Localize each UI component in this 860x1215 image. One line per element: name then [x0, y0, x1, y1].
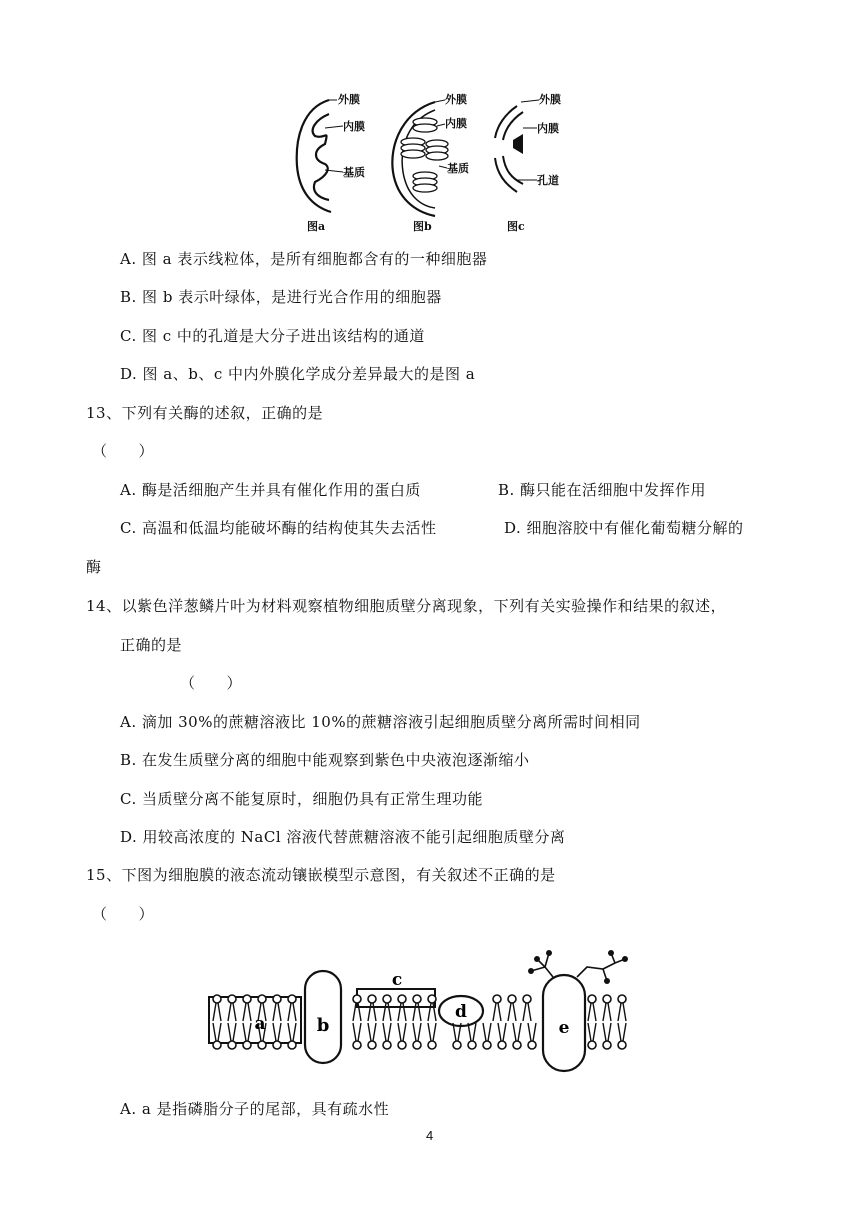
q12-option-a: A. 图 a 表示线粒体，是所有细胞都含有的一种细胞器	[120, 250, 488, 268]
label-a: a	[254, 1014, 266, 1034]
glycan-chains	[531, 953, 625, 981]
fig-b-label-inner: 内膜	[445, 117, 467, 130]
q13-option-b: B. 酶只能在活细胞中发挥作用	[498, 481, 707, 499]
fig-a-caption: 图a	[307, 220, 326, 233]
q12-option-d: D. 图 a、b、c 中内外膜化学成分差异最大的是图 a	[120, 365, 476, 383]
fig-b-label-outer: 外膜	[445, 93, 467, 106]
q13-stem: 13、下列有关酶的述叙，正确的是	[86, 404, 324, 422]
label-e: e	[558, 1018, 570, 1038]
fig-a-label-inner: 内膜	[343, 120, 365, 133]
figure-a	[297, 100, 331, 212]
lipid-bilayer-middle	[353, 995, 436, 1049]
grana	[401, 118, 448, 192]
q12-option-b: B. 图 b 表示叶绿体，是进行光合作用的细胞器	[120, 288, 442, 306]
page-number: 4	[426, 1128, 434, 1143]
q14-option-b: B. 在发生质壁分离的细胞中能观察到紫色中央液泡逐渐缩小	[120, 751, 530, 769]
fig-b-caption: 图b	[413, 220, 432, 233]
organelle-figure	[285, 88, 585, 236]
q14-answer-paren: （ ）	[180, 674, 243, 692]
q14-stem-line1: 14、以紫色洋葱鳞片叶为材料观察植物细胞质壁分离现象，下列有关实验操作和结果的叙述，	[86, 597, 727, 615]
pore-marker	[513, 134, 523, 154]
label-b: b	[316, 1015, 330, 1036]
q15-answer-paren: （ ）	[92, 905, 155, 923]
fig-c-label-outer: 外膜	[539, 93, 561, 106]
q13-answer-paren: （ ）	[92, 442, 155, 460]
fig-c-label-inner: 内膜	[537, 122, 559, 135]
q14-option-d: D. 用较高浓度的 NaCl 溶液代替蔗糖溶液不能引起细胞质壁分离	[120, 828, 566, 846]
q14-stem-line2: 正确的是	[120, 636, 183, 654]
q13-option-c: C. 高温和低温均能破坏酶的结构使其失去活性	[120, 519, 437, 537]
q12-option-c: C. 图 c 中的孔道是大分子进出该结构的通道	[120, 327, 425, 345]
q15-stem: 15、下图为细胞膜的液态流动镶嵌模型示意图，有关叙述不正确的是	[86, 866, 556, 884]
fig-c-caption: 图c	[507, 220, 525, 233]
q14-option-a: A. 滴加 30%的蔗糖溶液比 10%的蔗糖溶液引起细胞质壁分离所需时间相同	[120, 713, 641, 731]
fig-c-label-pore: 孔道	[537, 174, 559, 187]
q13-option-d-wrap: 酶	[86, 558, 102, 576]
fig-b-label-stroma: 基质	[447, 162, 469, 175]
q13-option-d: D. 细胞溶胶中有催化葡萄糖分解的	[504, 519, 744, 537]
q13-option-a: A. 酶是活细胞产生并具有催化作用的蛋白质	[120, 481, 421, 499]
label-c: c	[391, 970, 403, 990]
membrane-figure	[205, 945, 645, 1075]
fig-a-label-outer: 外膜	[338, 93, 360, 106]
q15-option-a: A. a 是指磷脂分子的尾部，具有疏水性	[120, 1100, 390, 1118]
label-d: d	[455, 1002, 467, 1022]
fig-a-label-matrix: 基质	[343, 166, 365, 179]
q14-option-c: C. 当质壁分离不能复原时，细胞仍具有正常生理功能	[120, 790, 483, 808]
